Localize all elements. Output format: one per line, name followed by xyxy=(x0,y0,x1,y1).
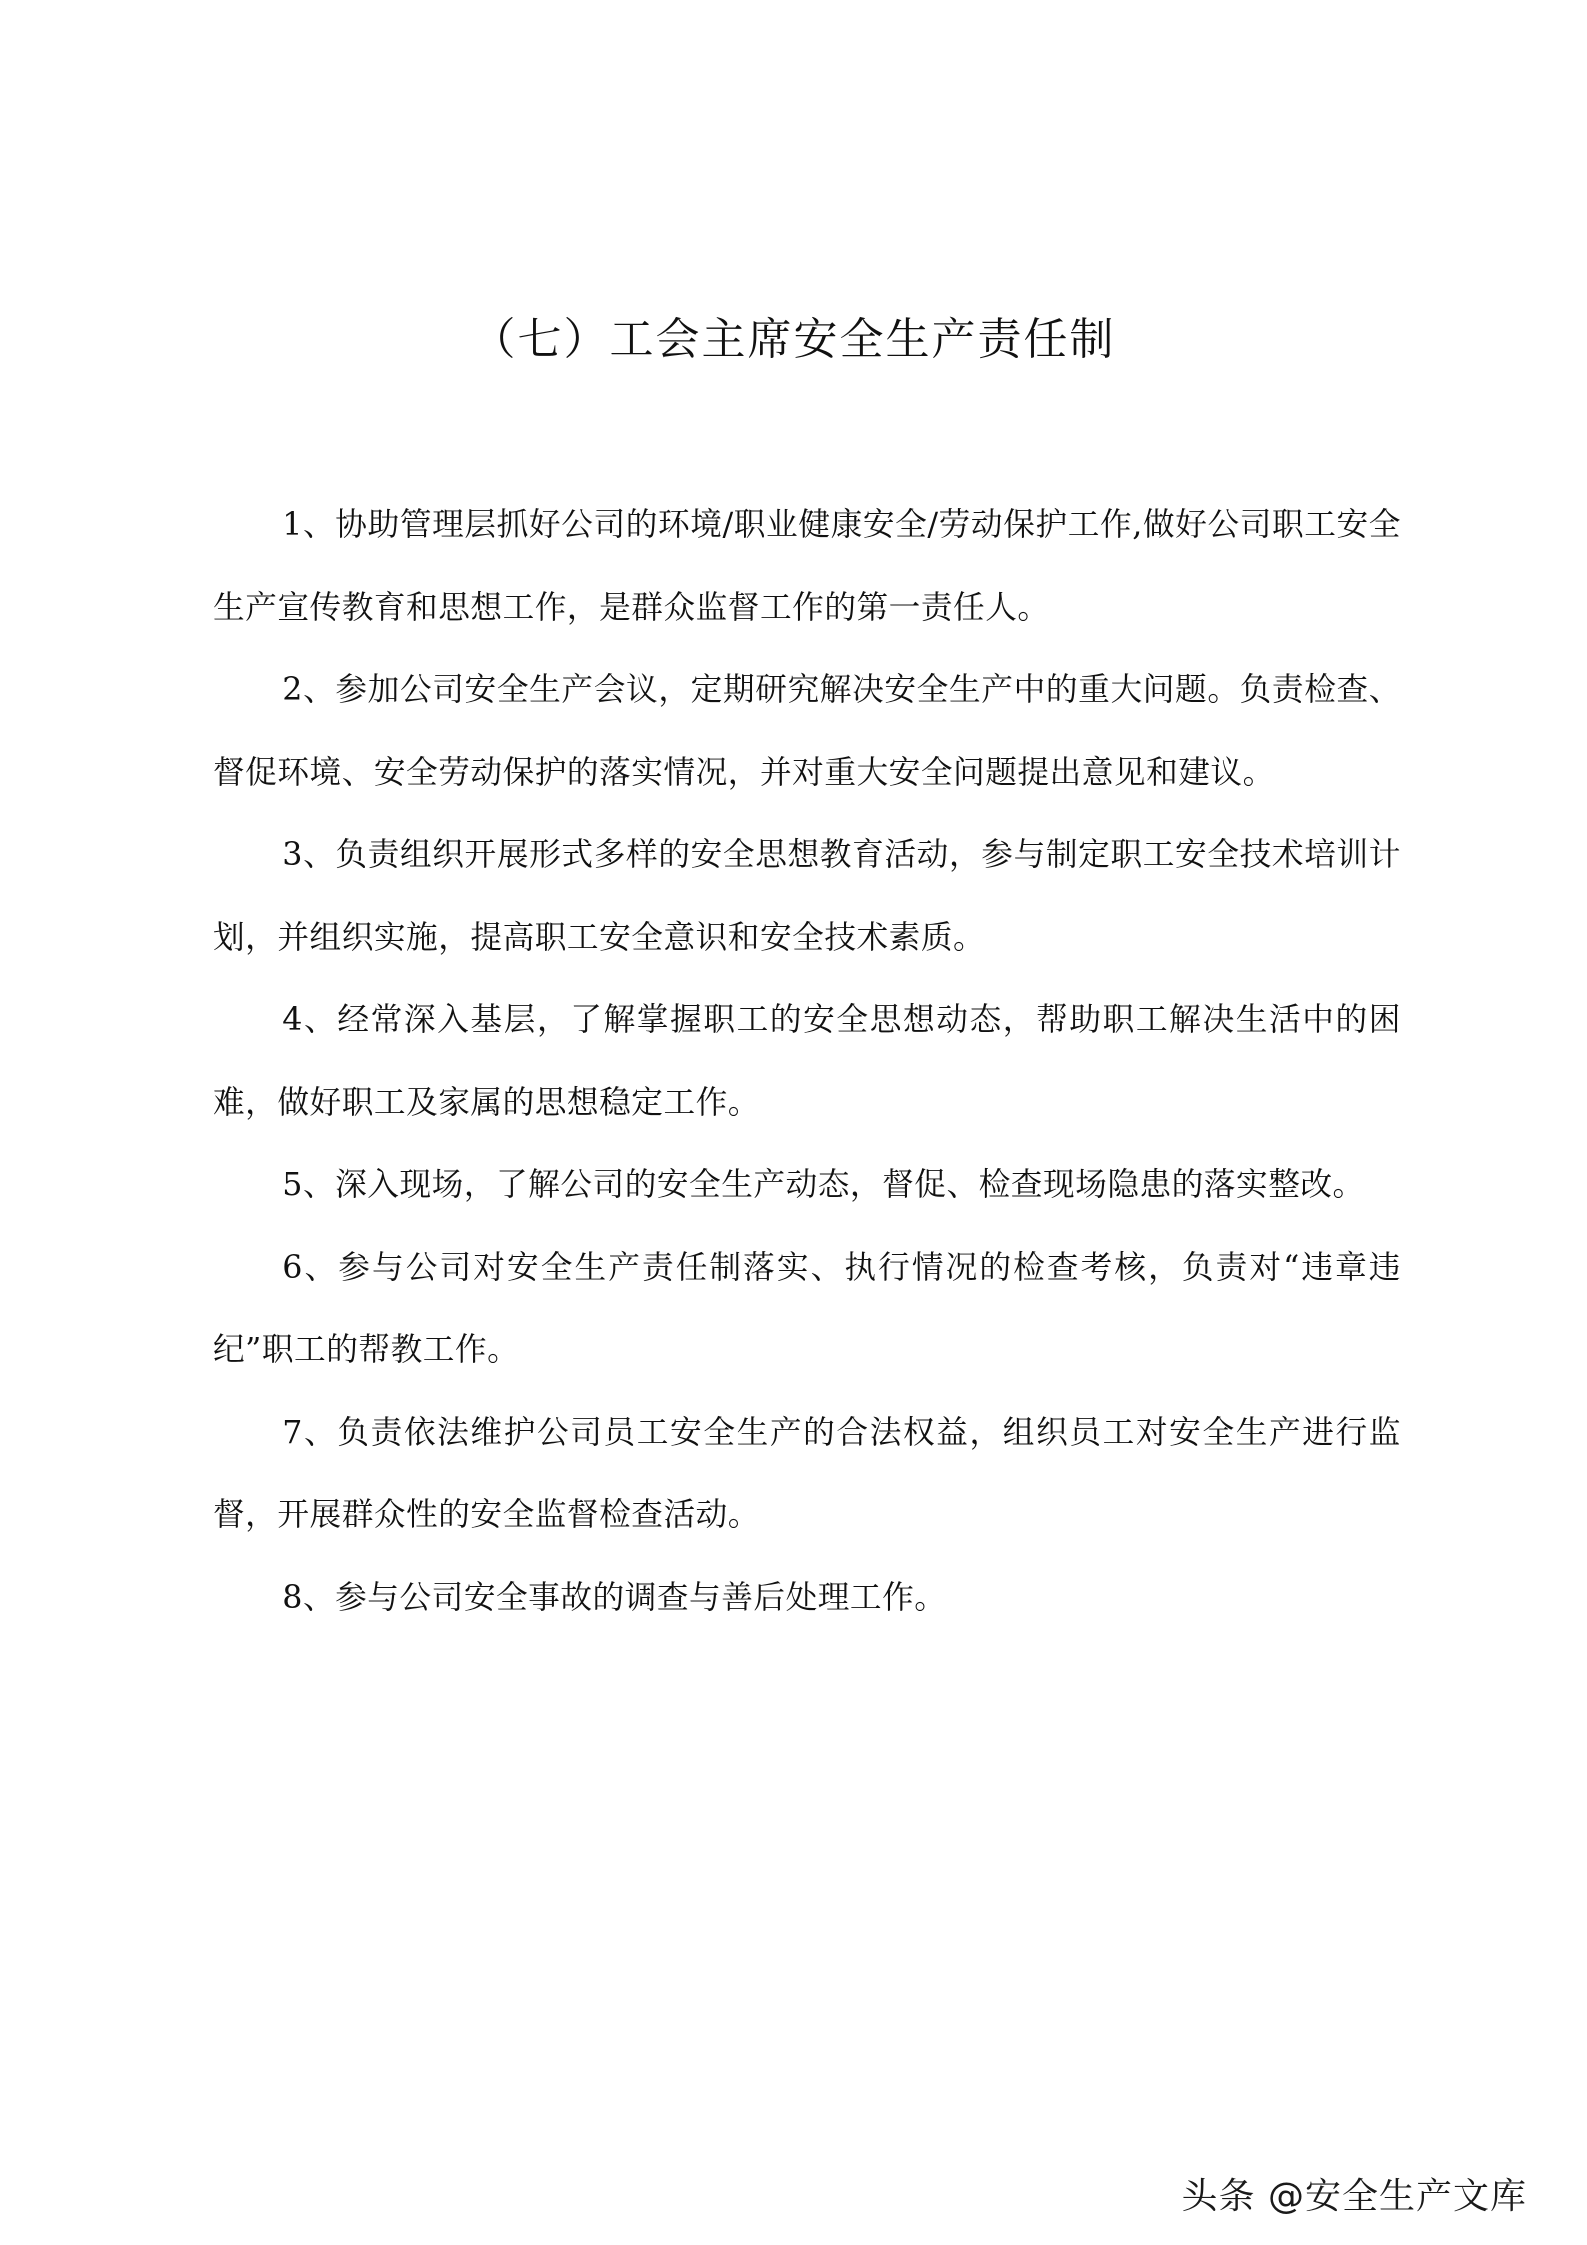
paragraph-6: 6、参与公司对安全生产责任制落实、执行情况的检查考核，负责对“违章违纪”职工的帮教工作。 xyxy=(213,1247,1401,1368)
paragraph-2: 2、参加公司安全生产会议，定期研究解决安全生产中的重大问题。负责检查、督促环境、安全劳动保护的落实情况，并对重大安全问题提出意见和建议。 xyxy=(213,670,1401,791)
paragraph-7: 7、负责依法维护公司员工安全生产的合法权益，组织员工对安全生产进行监督，开展群众性的安全监督检查活动。 xyxy=(213,1412,1401,1533)
document-title: （七）工会主席安全生产责任制 xyxy=(471,314,1116,365)
paragraph-1: 1、协助管理层抓好公司的环境/职业健康安全/劳动保护工作,做好公司职工安全生产宣传教育和思想工作，是群众监督工作的第一责任人。 xyxy=(213,505,1401,626)
paragraph-4: 4、经常深入基层，了解掌握职工的安全思想动态，帮助职工解决生活中的困难，做好职工及家属的思想稳定工作。 xyxy=(213,1000,1401,1121)
source-watermark: 头条 @安全生产文库 xyxy=(1181,2176,1527,2217)
document-body xyxy=(213,483,1413,1638)
paragraph-3: 3、负责组织开展形式多样的安全思想教育活动，参与制定职工安全技术培训计划，并组织实施，提高职工安全意识和安全技术素质。 xyxy=(213,835,1401,956)
paragraph-8: 8、参与公司安全事故的调查与善后处理工作。 xyxy=(282,1577,947,1616)
paragraph-5: 5、深入现场，了解公司的安全生产动态，督促、检查现场隐患的落实整改。 xyxy=(282,1165,1365,1203)
